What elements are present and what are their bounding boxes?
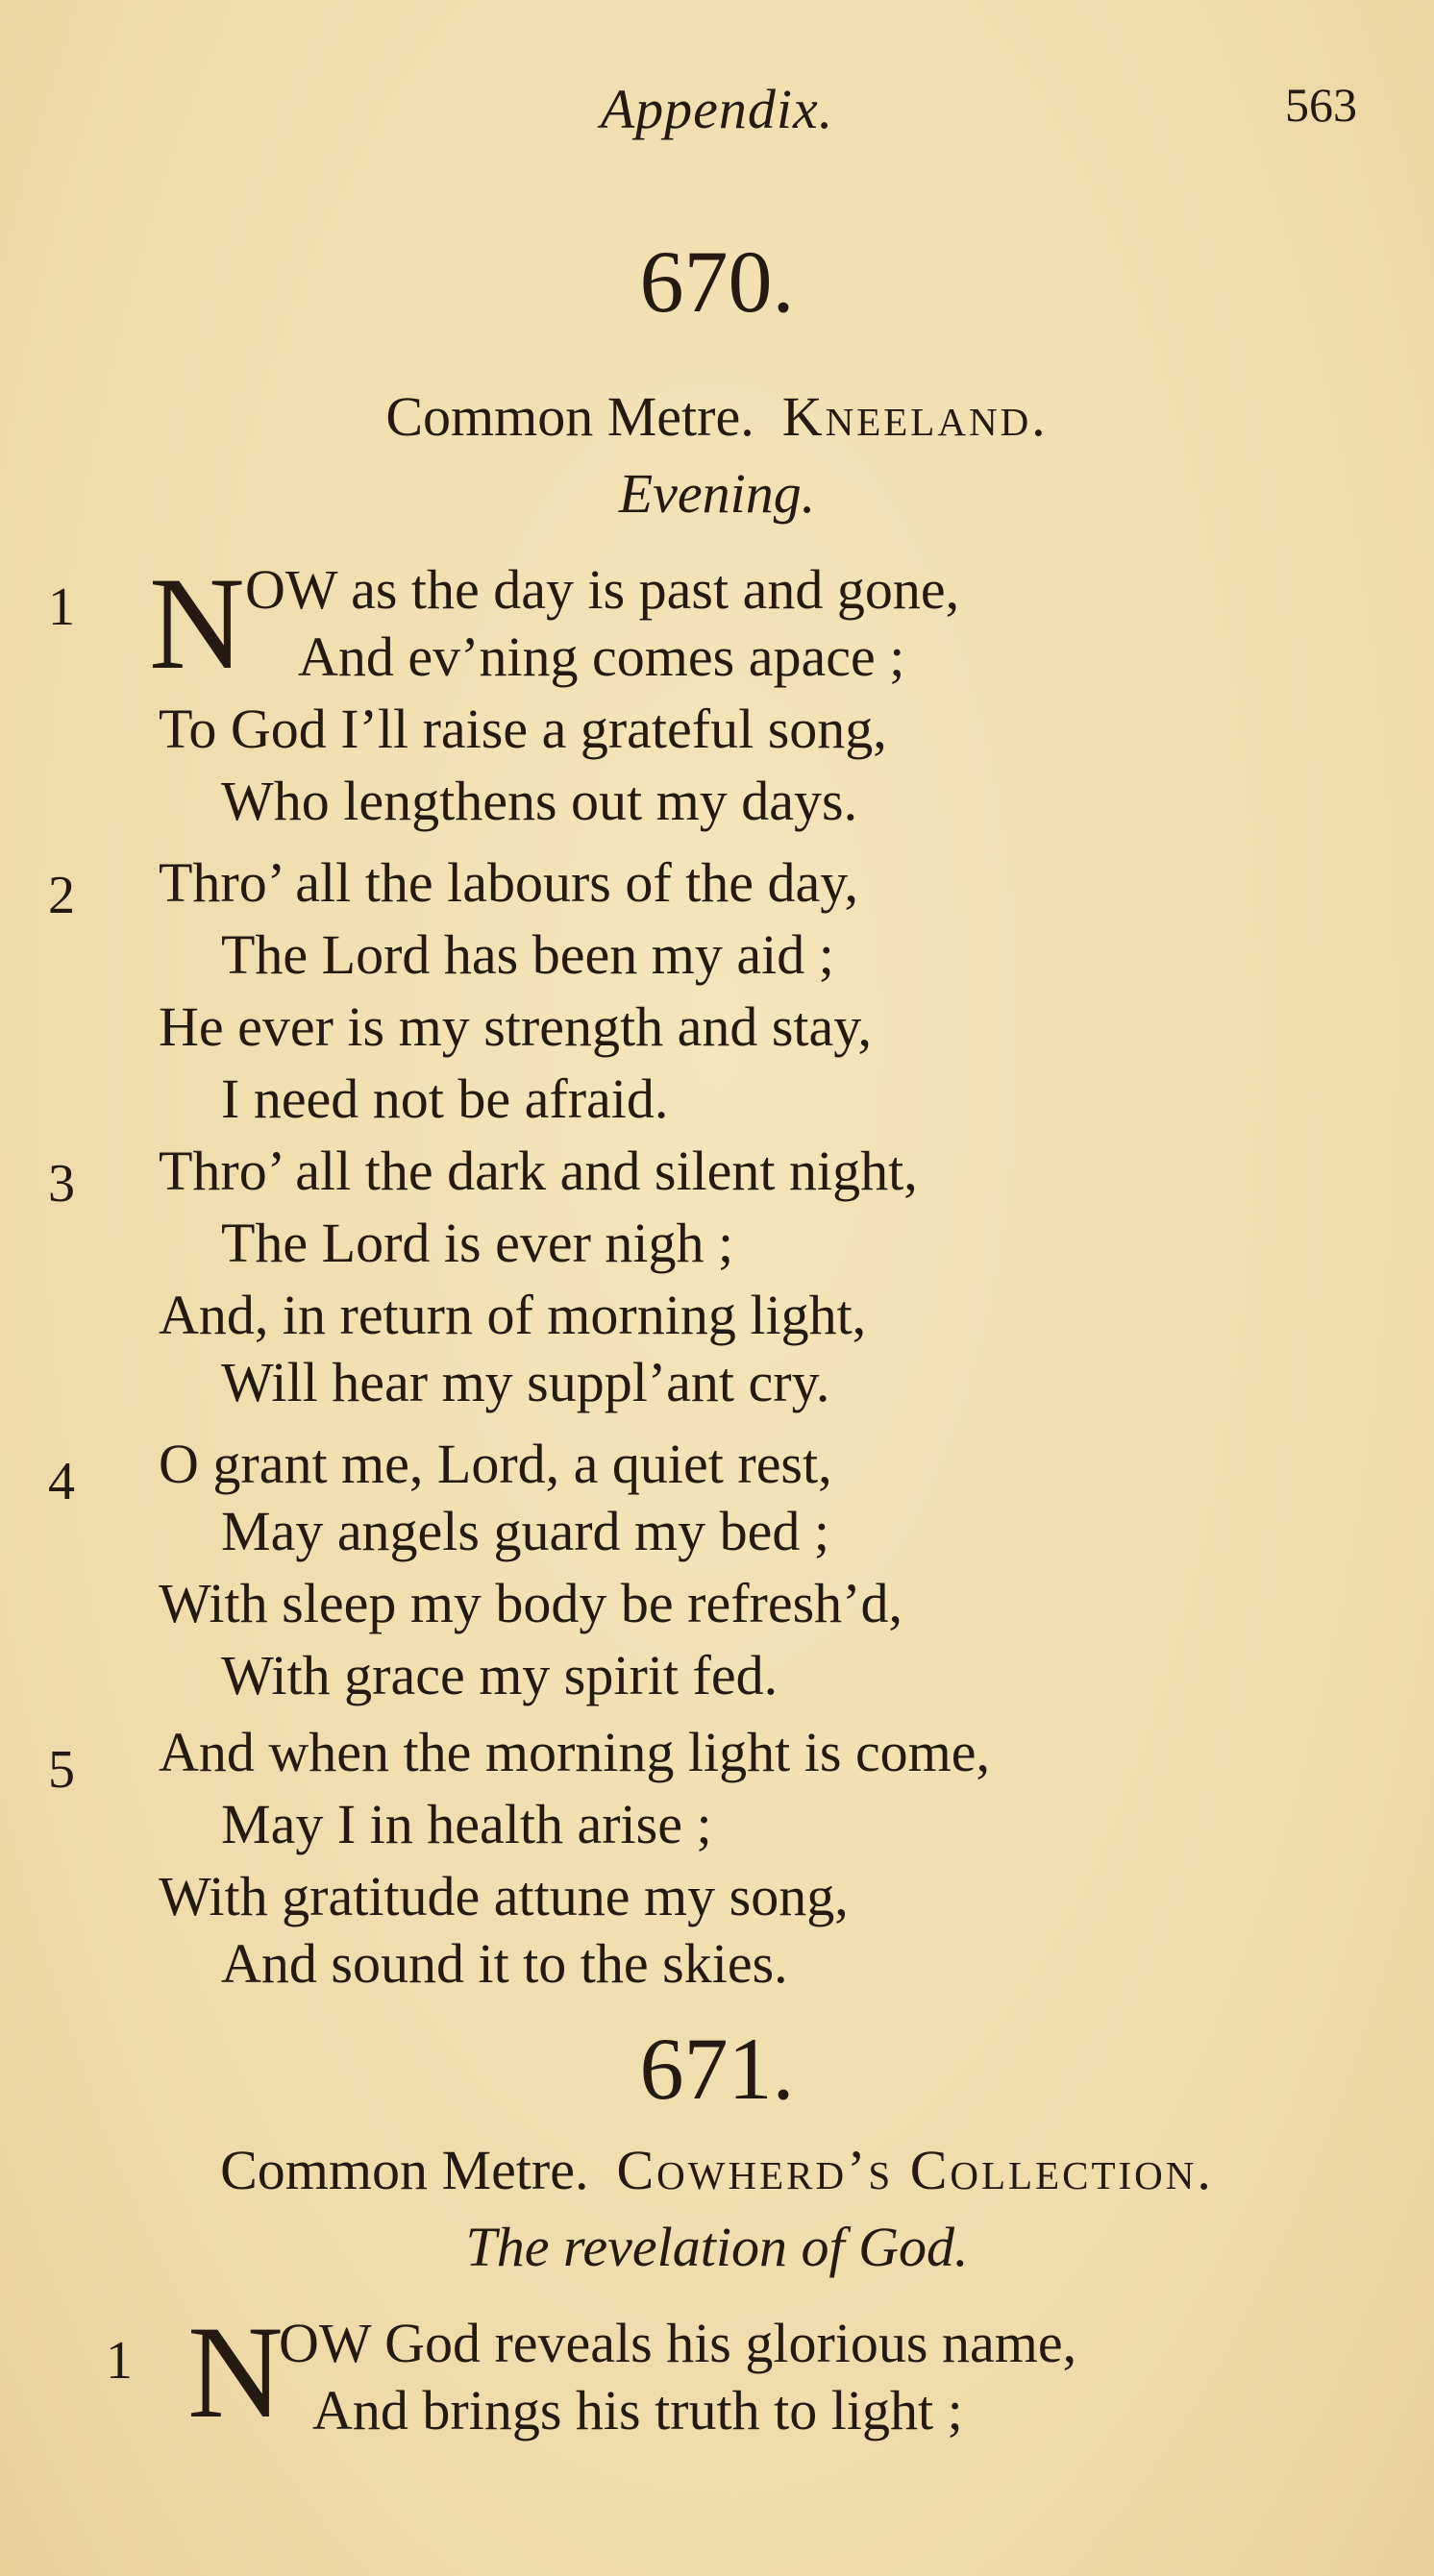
- verse-line: The Lord has been my aid ;: [221, 923, 834, 986]
- verse-line: OW God reveals his glorious name,: [279, 2312, 1077, 2374]
- tune-name: Kneeland.: [781, 385, 1049, 448]
- verse-line: He ever is my strength and stay,: [159, 995, 872, 1058]
- verse-line: May angels guard my bed ;: [221, 1500, 830, 1562]
- verse-line: Thro’ all the labours of the day,: [159, 851, 858, 914]
- hymn-subject: The revelation of God.: [465, 2216, 969, 2278]
- verse-line: I need not be afraid.: [221, 1067, 669, 1130]
- hymn-meter-line: [0, 384, 1434, 449]
- verse-number: 5: [48, 1740, 75, 1800]
- tune-name: Cowherd’s Collection.: [616, 2139, 1214, 2201]
- hymn-number: 671.: [639, 2020, 795, 2118]
- hymn-meter-line: [0, 2138, 1434, 2202]
- verse-line: Who lengthens out my days.: [221, 770, 858, 832]
- verse-line: And, in return of morning light,: [159, 1284, 867, 1346]
- verse-line: The Lord is ever nigh ;: [221, 1212, 734, 1274]
- verse-number: 3: [48, 1154, 75, 1214]
- verse-number: 1: [106, 2331, 133, 2391]
- verse-line: Will hear my suppl’ant cry.: [221, 1351, 830, 1413]
- running-head: Appendix.: [600, 78, 834, 140]
- verse-line: With sleep my body be refresh’d,: [159, 1572, 902, 1634]
- verse-line: OW as the day is past and gone,: [245, 558, 960, 621]
- meter: Common Metre.: [220, 2139, 589, 2201]
- verse-number: 2: [48, 866, 75, 925]
- verse-line: Thro’ all the dark and silent night,: [159, 1140, 918, 1202]
- verse-line: With grace my spirit fed.: [221, 1644, 779, 1706]
- verse-line: And when the morning light is come,: [159, 1721, 991, 1783]
- verse-line: And sound it to the skies.: [221, 1932, 788, 1995]
- verse-line: With gratitude attune my song,: [159, 1865, 849, 1927]
- meter: Common Metre.: [385, 385, 754, 448]
- verse-number: 4: [48, 1452, 75, 1511]
- drop-cap: N: [187, 2298, 284, 2445]
- hymn-number: 670.: [639, 233, 795, 331]
- verse-line: O grant me, Lord, a quiet rest,: [159, 1433, 832, 1495]
- hymn-subject: Evening.: [618, 462, 816, 525]
- drop-cap: N: [149, 550, 245, 697]
- verse-line: To God I’ll raise a grateful song,: [159, 698, 887, 760]
- verse-line: And brings his truth to light ;: [312, 2379, 963, 2441]
- verse-line: And ev’ning comes apace ;: [298, 626, 905, 688]
- verse-number: 1: [48, 577, 75, 637]
- verse-line: May I in health arise ;: [221, 1793, 712, 1855]
- page-number: 563: [1285, 78, 1357, 132]
